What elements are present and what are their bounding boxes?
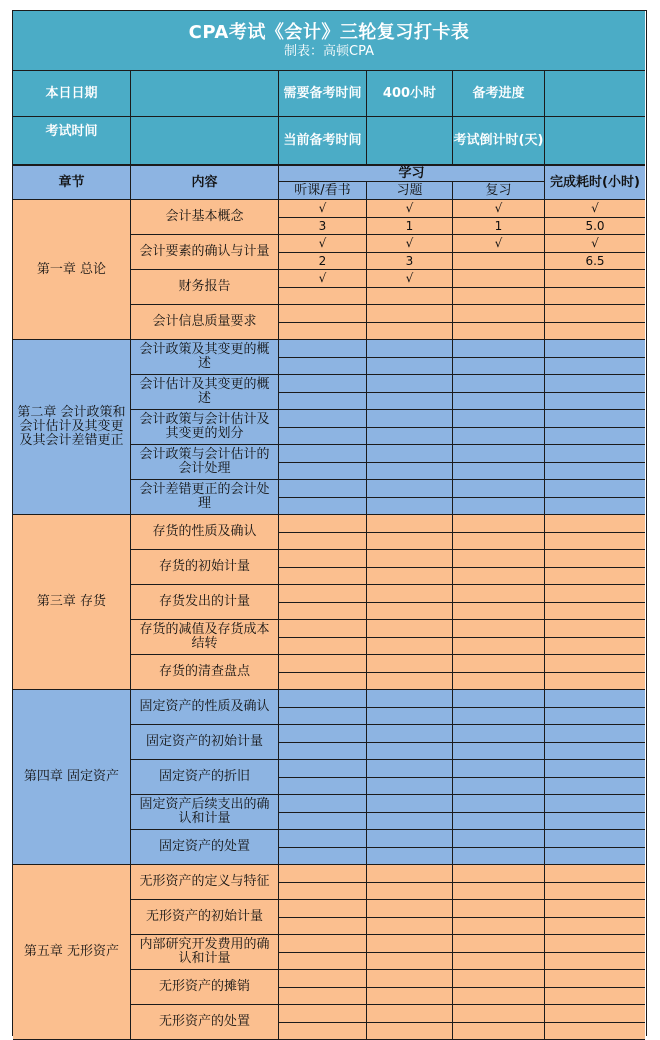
cell-practice[interactable] [367, 778, 453, 796]
cell-time[interactable]: √ [545, 200, 645, 218]
need-time-value[interactable]: 400小时 [367, 71, 453, 117]
cell-practice[interactable] [367, 323, 453, 341]
cell-time[interactable] [545, 270, 645, 288]
topic-label: 无形资产的定义与特征 [131, 865, 279, 900]
cell-listen[interactable] [279, 655, 367, 673]
cell-review[interactable] [453, 568, 545, 586]
current-time-label: 当前备考时间 [279, 117, 367, 165]
cell-review[interactable] [453, 340, 545, 358]
cell-listen[interactable]: 2 [279, 253, 367, 271]
cell-time[interactable] [545, 970, 645, 988]
cell-listen[interactable] [279, 1005, 367, 1023]
cell-time[interactable] [545, 865, 645, 883]
cell-practice[interactable] [367, 953, 453, 971]
chapter-name: 第三章 存货 [13, 515, 131, 690]
cell-practice[interactable] [367, 655, 453, 673]
current-time-value[interactable] [367, 117, 453, 165]
cell-practice[interactable] [367, 865, 453, 883]
cell-time[interactable] [545, 603, 645, 621]
topic-label: 无形资产的摊销 [131, 970, 279, 1005]
cell-listen[interactable]: 3 [279, 218, 367, 236]
cell-practice[interactable] [367, 340, 453, 358]
cell-listen[interactable] [279, 445, 367, 463]
cell-review[interactable] [453, 305, 545, 323]
cell-listen[interactable] [279, 725, 367, 743]
cell-time[interactable] [545, 988, 645, 1006]
cell-practice[interactable] [367, 935, 453, 953]
cell-review[interactable] [453, 603, 545, 621]
cell-time[interactable] [545, 533, 645, 551]
header-review: 复习 [453, 182, 545, 200]
topic-label: 会计估计及其变更的概述 [131, 375, 279, 410]
cell-practice[interactable] [367, 410, 453, 428]
sheet-subtitle: 制表：高顿CPA [284, 44, 374, 60]
cell-practice[interactable] [367, 550, 453, 568]
cell-listen[interactable] [279, 515, 367, 533]
chapter-name: 第二章 会计政策和会计估计及其变更及其会计差错更正 [13, 340, 131, 515]
cell-listen[interactable] [279, 620, 367, 638]
topic-label: 无形资产的初始计量 [131, 900, 279, 935]
cell-review[interactable] [453, 935, 545, 953]
topic-label: 内部研究开发费用的确认和计量 [131, 935, 279, 970]
cell-listen[interactable] [279, 830, 367, 848]
cell-time[interactable] [545, 620, 645, 638]
cell-practice[interactable]: 1 [367, 218, 453, 236]
cell-practice[interactable] [367, 900, 453, 918]
cell-review[interactable] [453, 883, 545, 901]
cell-time[interactable] [545, 445, 645, 463]
cell-review[interactable] [453, 620, 545, 638]
cell-time[interactable] [545, 743, 645, 761]
cell-time[interactable] [545, 778, 645, 796]
cell-time[interactable] [545, 515, 645, 533]
cell-practice[interactable] [367, 603, 453, 621]
cell-listen[interactable] [279, 760, 367, 778]
cell-time[interactable] [545, 918, 645, 936]
cell-listen[interactable] [279, 673, 367, 691]
header-chapter: 章节 [13, 165, 131, 200]
cell-listen[interactable] [279, 778, 367, 796]
cell-listen[interactable] [279, 883, 367, 901]
topic-label: 存货的初始计量 [131, 550, 279, 585]
topic-label: 固定资产的初始计量 [131, 725, 279, 760]
cell-review[interactable]: √ [453, 235, 545, 253]
cell-practice[interactable] [367, 970, 453, 988]
cell-review[interactable] [453, 585, 545, 603]
topic-label: 会计信息质量要求 [131, 305, 279, 340]
cell-practice[interactable] [367, 725, 453, 743]
cell-review[interactable] [453, 1023, 545, 1040]
cell-time[interactable] [545, 935, 645, 953]
topic-label: 固定资产的折旧 [131, 760, 279, 795]
cell-time[interactable] [545, 813, 645, 831]
exam-time-value[interactable] [131, 117, 279, 165]
cell-practice[interactable] [367, 988, 453, 1006]
cell-listen[interactable] [279, 585, 367, 603]
cell-time[interactable] [545, 568, 645, 586]
cell-time[interactable] [545, 795, 645, 813]
cell-listen[interactable] [279, 358, 367, 376]
cell-review[interactable] [453, 428, 545, 446]
cell-time[interactable] [545, 288, 645, 306]
cell-review[interactable] [453, 270, 545, 288]
cell-time[interactable]: 6.5 [545, 253, 645, 271]
topic-label: 固定资产的处置 [131, 830, 279, 865]
cell-practice[interactable] [367, 463, 453, 481]
today-label: 本日日期 [13, 71, 131, 117]
cell-practice[interactable] [367, 393, 453, 411]
cell-practice[interactable] [367, 480, 453, 498]
cell-listen[interactable] [279, 988, 367, 1006]
cell-review[interactable] [453, 725, 545, 743]
topic-label: 固定资产后续支出的确认和计量 [131, 795, 279, 830]
countdown-label: 考试倒计时(天) [453, 117, 545, 165]
checkin-sheet [12, 10, 647, 1036]
cell-practice[interactable] [367, 358, 453, 376]
cell-listen[interactable] [279, 848, 367, 866]
chapter-name: 第一章 总论 [13, 200, 131, 340]
topic-label: 会计政策与会计估计的会计处理 [131, 445, 279, 480]
topic-label: 会计基本概念 [131, 200, 279, 235]
cell-listen[interactable] [279, 550, 367, 568]
cell-time[interactable] [545, 883, 645, 901]
cell-practice[interactable] [367, 760, 453, 778]
cell-time[interactable] [545, 305, 645, 323]
cell-review[interactable] [453, 323, 545, 341]
cell-review[interactable] [453, 743, 545, 761]
cell-listen[interactable] [279, 568, 367, 586]
cell-listen[interactable] [279, 305, 367, 323]
cell-review[interactable] [453, 638, 545, 656]
cell-practice[interactable] [367, 673, 453, 691]
cell-review[interactable] [453, 708, 545, 726]
cell-practice[interactable] [367, 533, 453, 551]
cell-review[interactable] [453, 480, 545, 498]
cell-listen[interactable] [279, 463, 367, 481]
cell-practice[interactable]: 3 [367, 253, 453, 271]
cell-time[interactable] [545, 550, 645, 568]
cell-time[interactable] [545, 375, 645, 393]
topic-label: 无形资产的处置 [131, 1005, 279, 1040]
cell-review[interactable] [453, 900, 545, 918]
cell-time[interactable] [545, 585, 645, 603]
cell-time[interactable] [545, 410, 645, 428]
cell-time[interactable] [545, 393, 645, 411]
cell-listen[interactable] [279, 638, 367, 656]
cell-practice[interactable] [367, 375, 453, 393]
cell-practice[interactable] [367, 428, 453, 446]
cell-listen[interactable] [279, 428, 367, 446]
cell-practice[interactable] [367, 585, 453, 603]
cell-time[interactable]: √ [545, 235, 645, 253]
header-practice: 习题 [367, 182, 453, 200]
cell-listen[interactable] [279, 603, 367, 621]
cell-time[interactable] [545, 848, 645, 866]
cell-review[interactable] [453, 463, 545, 481]
cell-review[interactable] [453, 515, 545, 533]
cell-review[interactable] [453, 393, 545, 411]
cell-practice[interactable] [367, 638, 453, 656]
cell-review[interactable] [453, 848, 545, 866]
cell-listen[interactable] [279, 795, 367, 813]
cell-time[interactable] [545, 953, 645, 971]
cell-practice[interactable]: √ [367, 200, 453, 218]
cell-time[interactable] [545, 1023, 645, 1040]
cell-listen[interactable] [279, 480, 367, 498]
cell-review[interactable]: 1 [453, 218, 545, 236]
cell-time[interactable] [545, 498, 645, 516]
cell-time[interactable] [545, 690, 645, 708]
cell-review[interactable] [453, 778, 545, 796]
cell-listen[interactable]: √ [279, 235, 367, 253]
cell-time[interactable] [545, 760, 645, 778]
topic-label: 固定资产的性质及确认 [131, 690, 279, 725]
cell-practice[interactable] [367, 743, 453, 761]
title-banner [13, 11, 645, 71]
cell-review[interactable] [453, 690, 545, 708]
cell-listen[interactable] [279, 410, 367, 428]
countdown-value[interactable] [545, 117, 645, 165]
cell-practice[interactable] [367, 813, 453, 831]
cell-practice[interactable] [367, 690, 453, 708]
topic-label: 存货发出的计量 [131, 585, 279, 620]
cell-practice[interactable] [367, 305, 453, 323]
cell-review[interactable] [453, 988, 545, 1006]
cell-time[interactable] [545, 638, 645, 656]
cell-review[interactable] [453, 673, 545, 691]
cell-practice[interactable] [367, 445, 453, 463]
cell-review[interactable]: √ [453, 200, 545, 218]
cell-practice[interactable] [367, 830, 453, 848]
topic-label: 财务报告 [131, 270, 279, 305]
cell-time[interactable] [545, 323, 645, 341]
cell-listen[interactable] [279, 498, 367, 516]
cell-listen[interactable] [279, 935, 367, 953]
cell-review[interactable] [453, 410, 545, 428]
cell-practice[interactable] [367, 288, 453, 306]
cell-review[interactable] [453, 865, 545, 883]
cell-time[interactable] [545, 463, 645, 481]
cell-time[interactable]: 5.0 [545, 218, 645, 236]
header-study: 学习 [279, 165, 545, 182]
topic-label: 存货的清查盘点 [131, 655, 279, 690]
cell-review[interactable] [453, 253, 545, 271]
cell-listen[interactable] [279, 288, 367, 306]
topic-label: 存货的减值及存货成本结转 [131, 620, 279, 655]
header-time: 完成耗时(小时) [545, 165, 645, 200]
cell-review[interactable] [453, 918, 545, 936]
cell-review[interactable] [453, 830, 545, 848]
cell-review[interactable] [453, 953, 545, 971]
cell-listen[interactable]: √ [279, 200, 367, 218]
cell-practice[interactable] [367, 795, 453, 813]
cell-time[interactable] [545, 655, 645, 673]
topic-label: 会计政策与会计估计及其变更的划分 [131, 410, 279, 445]
cell-listen[interactable] [279, 690, 367, 708]
cell-listen[interactable] [279, 900, 367, 918]
cell-practice[interactable] [367, 515, 453, 533]
cell-listen[interactable] [279, 708, 367, 726]
cell-listen[interactable] [279, 813, 367, 831]
cell-review[interactable] [453, 550, 545, 568]
cell-time[interactable] [545, 1005, 645, 1023]
cell-time[interactable] [545, 358, 645, 376]
cell-practice[interactable] [367, 708, 453, 726]
cell-review[interactable] [453, 1005, 545, 1023]
topic-label: 会计要素的确认与计量 [131, 235, 279, 270]
cell-time[interactable] [545, 673, 645, 691]
progress-value[interactable] [545, 71, 645, 117]
cell-listen[interactable]: √ [279, 270, 367, 288]
header-content: 内容 [131, 165, 279, 200]
cell-practice[interactable]: √ [367, 270, 453, 288]
cell-listen[interactable] [279, 393, 367, 411]
cell-review[interactable] [453, 445, 545, 463]
cell-practice[interactable] [367, 1005, 453, 1023]
cell-practice[interactable] [367, 498, 453, 516]
cell-time[interactable] [545, 340, 645, 358]
cell-review[interactable] [453, 760, 545, 778]
cell-practice[interactable] [367, 848, 453, 866]
cell-time[interactable] [545, 708, 645, 726]
cell-review[interactable] [453, 498, 545, 516]
progress-label: 备考进度 [453, 71, 545, 117]
cell-practice[interactable] [367, 620, 453, 638]
cell-review[interactable] [453, 655, 545, 673]
cell-review[interactable] [453, 375, 545, 393]
cell-time[interactable] [545, 900, 645, 918]
cell-time[interactable] [545, 480, 645, 498]
topic-label: 会计政策及其变更的概述 [131, 340, 279, 375]
cell-review[interactable] [453, 358, 545, 376]
need-time-label: 需要备考时间 [279, 71, 367, 117]
cell-time[interactable] [545, 830, 645, 848]
today-value[interactable] [131, 71, 279, 117]
cell-practice[interactable] [367, 918, 453, 936]
cell-listen[interactable] [279, 953, 367, 971]
cell-practice[interactable] [367, 883, 453, 901]
cell-listen[interactable] [279, 865, 367, 883]
cell-review[interactable] [453, 813, 545, 831]
topic-label: 存货的性质及确认 [131, 515, 279, 550]
cell-review[interactable] [453, 970, 545, 988]
sheet-title: CPA考试《会计》三轮复习打卡表 [189, 22, 470, 44]
cell-review[interactable] [453, 795, 545, 813]
topic-label: 会计差错更正的会计处理 [131, 480, 279, 515]
cell-listen[interactable] [279, 340, 367, 358]
cell-listen[interactable] [279, 1023, 367, 1040]
cell-listen[interactable] [279, 533, 367, 551]
cell-listen[interactable] [279, 918, 367, 936]
chapter-name: 第五章 无形资产 [13, 865, 131, 1040]
cell-listen[interactable] [279, 743, 367, 761]
chapter-name: 第四章 固定资产 [13, 690, 131, 865]
cell-time[interactable] [545, 428, 645, 446]
cell-listen[interactable] [279, 970, 367, 988]
cell-time[interactable] [545, 725, 645, 743]
cell-review[interactable] [453, 288, 545, 306]
exam-time-label: 考试时间 [13, 117, 131, 165]
cell-review[interactable] [453, 533, 545, 551]
cell-listen[interactable] [279, 375, 367, 393]
cell-practice[interactable]: √ [367, 235, 453, 253]
cell-practice[interactable] [367, 1023, 453, 1040]
cell-listen[interactable] [279, 323, 367, 341]
cell-practice[interactable] [367, 568, 453, 586]
header-listen: 听课/看书 [279, 182, 367, 200]
